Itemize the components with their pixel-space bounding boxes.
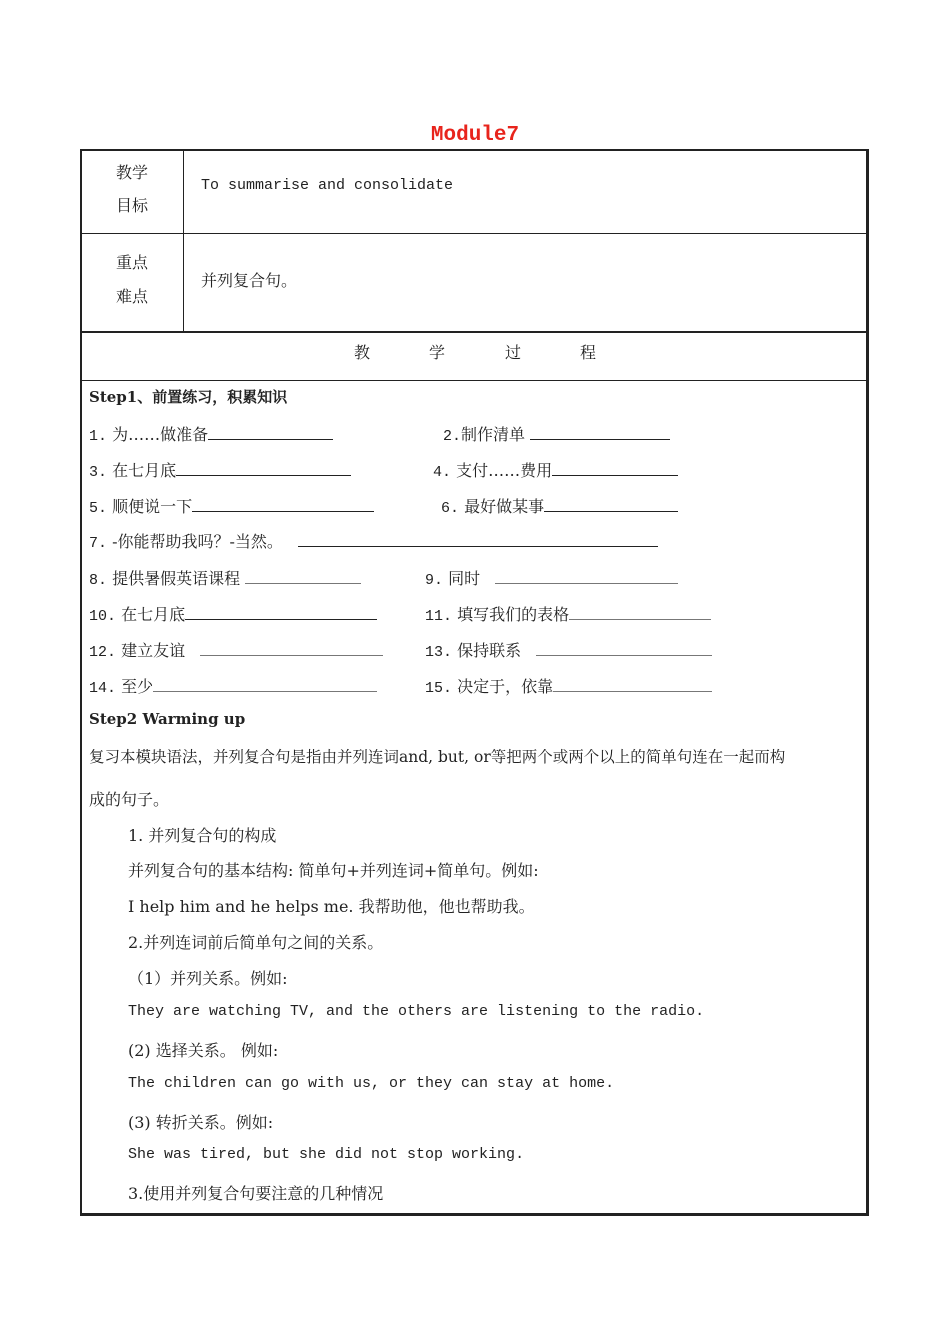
- exercise-item: 4. 支付……费用: [433, 458, 678, 481]
- process-char: 教: [354, 343, 371, 362]
- exercise-item: 10. 在七月底: [89, 602, 377, 625]
- answer-blank[interactable]: [185, 604, 377, 620]
- row-divider: [80, 331, 869, 333]
- key-label-line2: 难点: [115, 287, 148, 306]
- answer-blank[interactable]: [208, 424, 333, 440]
- exercise-item: 9. 同时: [425, 566, 678, 589]
- answer-blank[interactable]: [536, 640, 712, 656]
- row-divider: [80, 380, 869, 381]
- exercise-item: 14. 至少: [89, 674, 377, 697]
- section-heading: 1. 并列复合句的构成: [128, 826, 277, 845]
- exercise-item: 11. 填写我们的表格: [425, 602, 711, 625]
- row-divider: [80, 233, 869, 234]
- process-char: 程: [580, 343, 597, 362]
- example-sentence: She was tired, but she did not stop working.: [128, 1146, 525, 1163]
- section-heading: 2.并列连词前后简单句之间的关系。: [128, 933, 384, 952]
- answer-blank[interactable]: [544, 496, 678, 512]
- body-text: （1）并列关系。例如:: [128, 969, 288, 988]
- answer-blank[interactable]: [200, 640, 383, 656]
- key-text: 并列复合句。: [201, 271, 298, 290]
- body-text: (2) 选择关系。 例如:: [128, 1041, 279, 1060]
- exercise-item: 2.制作清单: [443, 422, 670, 445]
- process-char: 过: [505, 343, 522, 362]
- answer-blank[interactable]: [153, 676, 377, 692]
- key-label-line1: 重点: [115, 253, 148, 272]
- answer-blank[interactable]: [495, 568, 678, 584]
- exercise-item: 7. -你能帮助我吗？-当然。: [89, 529, 658, 552]
- answer-blank[interactable]: [192, 496, 374, 512]
- step2-heading: Step2 Warming up: [89, 710, 246, 728]
- example-sentence: The children can go with us, or they can stay at home.: [128, 1075, 615, 1092]
- example-sentence: I help him and he helps me. 我帮助他，他也帮助我。: [128, 897, 535, 916]
- answer-blank[interactable]: [552, 460, 678, 476]
- answer-blank[interactable]: [530, 424, 670, 440]
- exercise-item: 1. 为……做准备: [89, 422, 333, 445]
- goal-text: To summarise and consolidate: [201, 177, 454, 194]
- body-text: (3) 转折关系。例如:: [128, 1113, 274, 1132]
- exercise-item: 6. 最好做某事: [441, 494, 678, 517]
- exercise-item: 15. 决定于，依靠: [425, 674, 712, 697]
- goal-label-line2: 目标: [115, 196, 148, 215]
- process-char: 学: [429, 343, 446, 362]
- answer-blank[interactable]: [553, 676, 712, 692]
- exercise-item: 8. 提供暑假英语课程: [89, 566, 361, 589]
- answer-blank[interactable]: [176, 460, 351, 476]
- section-heading: 3.使用并列复合句要注意的几种情况: [128, 1184, 384, 1203]
- answer-blank[interactable]: [298, 531, 658, 547]
- exercise-item: 13. 保持联系: [425, 638, 712, 661]
- body-text: 并列复合句的基本结构: 简单句+并列连词+简单句。例如:: [128, 861, 539, 880]
- goal-label-line1: 教学: [115, 163, 148, 182]
- example-sentence: They are watching TV, and the others are listening to the radio.: [128, 1003, 705, 1020]
- answer-blank[interactable]: [569, 604, 711, 620]
- exercise-item: 5. 顺便说一下: [89, 494, 374, 517]
- document-title: Module7: [430, 124, 520, 147]
- intro-paragraph-line: 复习本模块语法，并列复合句是指由并列连词and, but, or等把两个或两个以上的简单句连在一起而构: [89, 748, 786, 766]
- intro-paragraph-line: 成的句子。: [89, 790, 170, 809]
- step1-heading: Step1、前置练习，积累知识: [89, 388, 288, 406]
- exercise-item: 12. 建立友谊: [89, 638, 383, 661]
- exercise-item: 3. 在七月底: [89, 458, 351, 481]
- answer-blank[interactable]: [245, 568, 361, 584]
